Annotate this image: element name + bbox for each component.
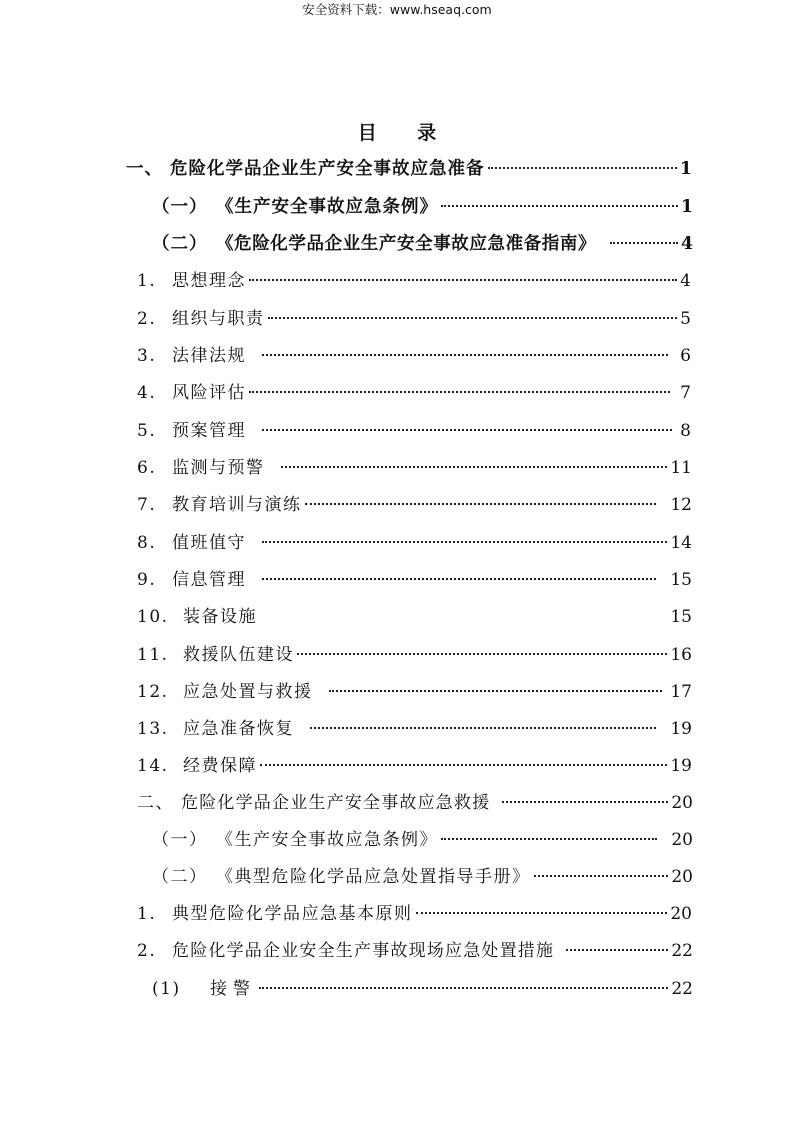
toc-entry-label: 应急准备恢复 [183,719,294,739]
page-header: 安全资料下载：www.hseaq.com [302,2,492,17]
toc-entry-number: 3. [137,346,157,366]
toc-entry-label: 应急处置与救援 [183,682,313,702]
toc-leader [249,279,677,281]
toc-entry-label: 《生产安全事故应急条例》 [216,197,438,217]
toc-leader [262,429,672,431]
toc-entry[interactable] [137,455,692,481]
toc-leader [249,391,670,393]
toc-entry-number: 13. [137,719,169,739]
toc-entry[interactable] [137,716,692,742]
toc-entry[interactable] [137,901,692,927]
toc-entry-page: 6 [680,346,691,366]
toc-entry[interactable] [137,380,691,406]
toc-entry[interactable] [137,642,692,668]
toc-entry-label: 《典型危险化学品应急处置指导手册》 [216,867,531,887]
toc-leader [262,578,656,580]
toc-entry-number: 2. [137,309,157,329]
toc-entry[interactable] [137,530,692,556]
toc-entry-number: （一） [152,197,208,217]
toc-entry[interactable] [137,492,692,518]
toc-entry-number: 1. [137,271,157,291]
toc-entry-number: （二） [152,234,208,254]
toc-entry-page: 5 [680,309,691,329]
toc-entry-number: 二、 [137,793,174,813]
toc-entry-number: 一、 [126,159,163,179]
toc-leader [260,615,667,617]
toc-leader [416,912,668,914]
toc-entry[interactable] [137,790,693,816]
toc-entry[interactable] [126,156,692,182]
toc-entry-label: 救援队伍建设 [183,645,294,665]
toc-entry-label: 《危险化学品企业生产安全事故应急准备指南》 [216,234,597,254]
toc-entry-number: 9. [137,570,157,590]
toc-entry-label: 装备设施 [183,607,257,627]
toc-entry[interactable] [152,194,693,220]
toc-entry-label: 典型危险化学品应急基本原则 [172,904,413,924]
toc-entry-page: 22 [671,979,693,999]
toc-entry-page: 7 [680,383,691,403]
toc-entry[interactable] [137,343,691,369]
toc-entry-page: 1 [679,159,692,179]
toc-entry-page: 14 [670,533,692,553]
toc-entry[interactable] [152,864,693,890]
toc-entry-page: 20 [670,904,692,924]
toc-entry-label: 危险化学品企业安全生产事故现场应急处置措施 [172,941,555,961]
toc-leader [502,801,668,803]
toc-leader [441,838,657,840]
toc-entry-label: 信息管理 [172,570,246,590]
toc-entry-page: 4 [680,234,693,254]
toc-entry[interactable] [137,306,691,332]
toc-entry[interactable] [137,268,691,294]
toc-entry-page: 19 [670,756,692,776]
toc-entry-number: 7. [137,495,157,515]
toc-entry[interactable] [152,231,693,257]
toc-entry-page: 17 [670,682,692,702]
toc-entry-page: 20 [671,793,693,813]
toc-entry-number: 2. [137,941,157,961]
toc-entry-page: 22 [671,941,693,961]
toc-entry[interactable] [137,418,691,444]
toc-entry[interactable] [137,753,692,779]
toc-entry-number: (1) [152,979,181,999]
toc-leader [441,205,678,207]
toc-leader [262,354,668,356]
toc-entry-label: 教育培训与演练 [172,495,302,515]
toc-entry-label: 法律法规 [172,346,246,366]
toc-entry-label: 监测与预警 [172,458,265,478]
toc-entry-page: 19 [670,719,692,739]
toc-leader [281,466,668,468]
toc-title: 目 录 [357,122,454,144]
toc-leader [305,503,657,505]
toc-leader [297,653,667,655]
toc-leader [488,167,677,169]
toc-entry[interactable] [152,976,693,1002]
toc-entry-number: （二） [152,867,208,887]
toc-entry-label: 组织与职责 [172,309,265,329]
toc-entry-number: 5. [137,421,157,441]
toc-entry-page: 20 [671,830,693,850]
toc-entry-number: 4. [137,383,157,403]
toc-entry-page: 4 [680,271,691,291]
toc-leader [259,987,668,989]
toc-entry-page: 15 [670,607,692,627]
toc-entry-number: 12. [137,682,169,702]
toc-entry[interactable] [137,938,693,964]
toc-entry[interactable] [137,567,692,593]
toc-entry-page: 11 [670,458,692,478]
toc-entry-page: 8 [680,421,691,441]
toc-entry-number: 8. [137,533,157,553]
toc-entry-number: 10. [137,607,169,627]
toc-entry[interactable] [152,827,693,853]
toc-entry-number: 1. [137,904,157,924]
toc-leader [310,727,656,729]
toc-leader [534,875,669,877]
toc-entry-number: 6. [137,458,157,478]
toc-entry-page: 12 [670,495,692,515]
toc-leader [260,764,667,766]
toc-leader [566,949,668,951]
toc-entry-number: （一） [152,830,208,850]
toc-entry-label: 接警 [210,979,256,999]
toc-leader [329,690,663,692]
toc-entry-label: 经费保障 [183,756,257,776]
toc-entry-page: 15 [670,570,692,590]
toc-entry-label: 危险化学品企业生产安全事故应急救援 [181,793,491,813]
toc-entry-page: 16 [670,645,692,665]
toc-leader [268,317,678,319]
toc-entry-label: 危险化学品企业生产安全事故应急准备 [170,159,485,179]
toc-leader [610,242,678,244]
toc-entry-label: 《生产安全事故应急条例》 [216,830,438,850]
toc-entry-label: 思想理念 [172,271,246,291]
toc-entry[interactable] [137,679,692,705]
toc-entry-number: 14. [137,756,169,776]
toc-leader [262,541,667,543]
toc-entry-label: 风险评估 [172,383,246,403]
toc-entry-page: 20 [671,867,693,887]
toc-entry-number: 11. [137,645,169,665]
toc-entry-label: 预案管理 [172,421,246,441]
toc-entry-page: 1 [680,197,693,217]
toc-entry[interactable] [137,604,692,630]
toc-entry-label: 值班值守 [172,533,246,553]
